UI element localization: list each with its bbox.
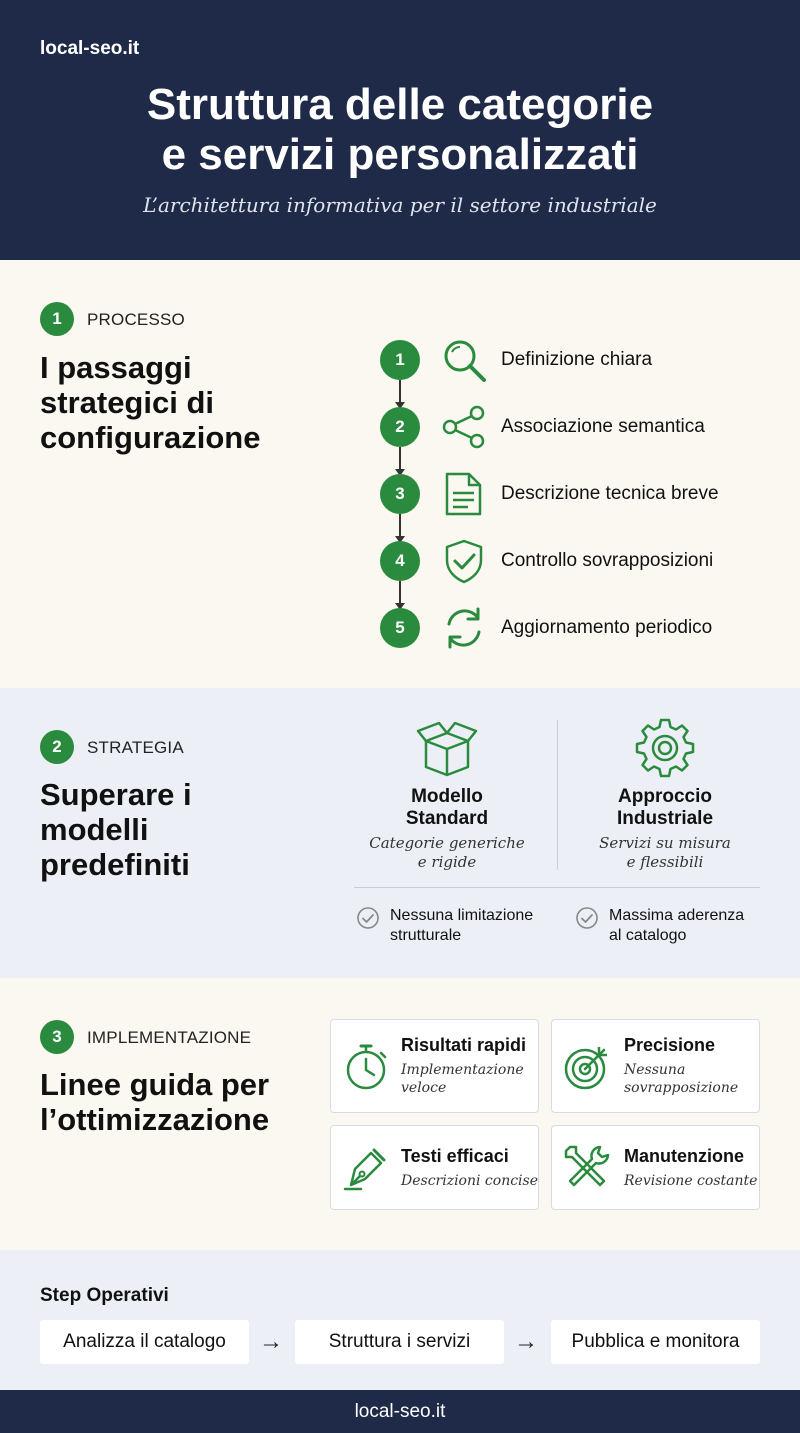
card-description [401,1061,524,1097]
guideline-card[interactable] [551,1019,760,1113]
brand-logo-text[interactable]: local-seo.it [40,38,140,59]
column-description-line: Servizi su misura [599,834,731,852]
check-circle-icon [575,906,599,930]
shield-check-icon [441,538,487,584]
card-description-line: Descrizioni concise [401,1173,539,1189]
section-heading-line: strategici di [40,385,214,420]
section-heading [40,777,192,882]
section-process [0,260,800,688]
column-description-line: e flessibili [626,853,704,871]
step-number-4: 4 [380,541,420,581]
column-title-line: Standard [405,808,489,829]
section-implementation [0,978,800,1250]
column-title-line: Modello [411,786,483,807]
column-description [347,834,547,872]
page-title-line-1: Struttura delle categorie [146,80,654,129]
card-description-line: veloce [401,1080,447,1096]
section-heading [40,350,260,455]
card-description-line: sovrapposizione [624,1080,739,1096]
step-label: Aggiornamento periodico [501,617,713,638]
section-number-badge: 3 [40,1020,74,1054]
section-heading-line: modelli [40,812,149,847]
card-description-line: Implementazione [401,1062,524,1078]
document-icon [441,471,487,517]
arrow-right-icon: → [259,1328,283,1355]
footer [0,1390,800,1433]
check-circle-icon [356,906,380,930]
step-number-3: 3 [380,474,420,514]
section-strategy [0,688,800,978]
step-number-1: 1 [380,340,420,380]
stopwatch-icon [341,1042,391,1092]
page-title-line-2: e servizi personalizzati [161,130,639,179]
step-label: Associazione semantica [501,416,705,437]
check-text [609,906,744,946]
open-box-icon [414,715,480,781]
check-text [390,906,533,946]
section-heading-line: Superare i [40,777,192,812]
operation-step-structure[interactable]: Struttura i servizi [295,1320,504,1364]
header [0,0,800,260]
section-kicker: STRATEGIA [87,738,184,757]
section-heading-line: I passaggi [40,350,192,385]
check-text-line: Nessuna limitazione [390,907,534,924]
column-description-line: Categorie generiche [369,834,525,852]
column-title [565,786,765,830]
card-description-line: Revisione costante [624,1173,758,1189]
share-nodes-icon [441,404,487,450]
gear-icon [632,715,698,781]
section-kicker: PROCESSO [87,310,185,329]
section-heading-line: predefiniti [40,847,190,882]
column-title [347,786,547,830]
page-title [0,80,800,180]
checks-divider [354,887,760,888]
section-heading-line: configurazione [40,420,261,455]
column-description-line: e rigide [417,853,477,871]
guideline-card[interactable] [330,1019,539,1113]
guideline-card[interactable] [330,1125,539,1210]
card-description [401,1172,538,1190]
section-number-badge: 1 [40,302,74,336]
step-label: Controllo sovrapposizioni [501,550,714,571]
step-label: Definizione chiara [501,349,653,370]
section-heading-line: l’ottimizzazione [40,1102,270,1137]
operation-step-publish[interactable]: Pubblica e monitora [551,1320,760,1364]
section-number-badge: 2 [40,730,74,764]
card-description-line: Nessuna [624,1062,686,1078]
step-number-2: 2 [380,407,420,447]
step-label: Descrizione tecnica breve [501,483,719,504]
target-icon [562,1042,612,1092]
pen-nib-icon [341,1143,391,1193]
footer-brand[interactable]: local-seo.it [354,1401,446,1422]
card-title: Manutenzione [624,1146,744,1166]
operation-step-analyze[interactable]: Analizza il catalogo [40,1320,249,1364]
section-heading [40,1067,269,1137]
tools-icon [562,1143,612,1193]
section-kicker: IMPLEMENTAZIONE [87,1028,252,1047]
refresh-icon [441,605,487,651]
magnifier-icon [441,337,487,383]
column-title-line: Approccio [618,786,712,807]
page-subtitle: L’architettura informativa per il settore industriale [143,193,657,217]
check-text-line: al catalogo [609,927,687,944]
column-divider [557,720,558,870]
card-description [624,1061,738,1097]
guideline-card[interactable] [551,1125,760,1210]
column-title-line: Industriale [616,808,714,829]
card-description [624,1172,757,1190]
section-heading-line: Linee guida per [40,1067,270,1102]
card-title: Testi efficaci [401,1146,509,1166]
check-text-line: strutturale [390,927,462,944]
card-title: Precisione [624,1035,716,1055]
arrow-right-icon: → [514,1328,538,1355]
check-text-line: Massima aderenza [609,907,745,924]
operations-title: Step Operativi [40,1285,169,1306]
step-number-5: 5 [380,608,420,648]
column-description [565,834,765,872]
card-title: Risultati rapidi [401,1035,527,1055]
